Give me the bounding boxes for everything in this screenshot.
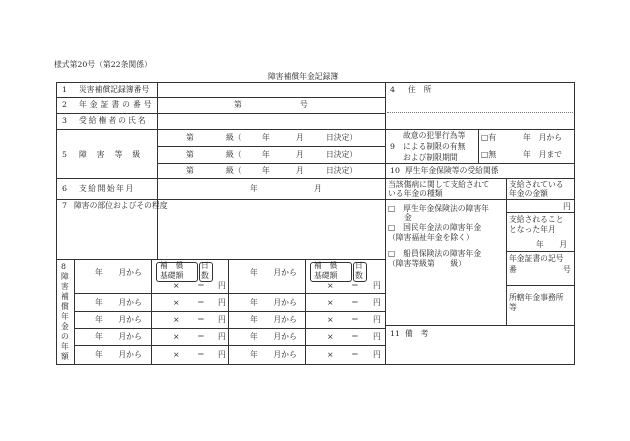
row-line (386, 325, 575, 326)
row1-label: 災害補償記録簿番号 (79, 85, 150, 94)
start-head-2: となった年月 (509, 225, 556, 234)
grade-nen: 年 (262, 150, 270, 159)
row10-label: 厚生年金保険等の受給関係 (405, 166, 499, 175)
row-line (506, 285, 575, 286)
equals-sign: ＝ (351, 332, 359, 341)
row9-to: 年 月まで (523, 150, 562, 159)
cert-go: 号 (563, 265, 571, 274)
times-sign: × (173, 315, 180, 324)
grade-tsuki: 月 (296, 166, 304, 175)
yen-unit: 円 (373, 315, 381, 324)
row-line (506, 251, 575, 252)
from-text: 年 月から (95, 350, 142, 359)
from-text: 年 月から (95, 298, 142, 307)
yen-unit: 円 (218, 281, 226, 290)
label-char: 害 (61, 282, 69, 291)
row-line (56, 199, 386, 200)
equals-sign: ＝ (351, 298, 359, 307)
pension-type-head-2: いる年金の種類 (388, 189, 443, 198)
pension-type-head-1: 当該傷病に関して支給されて (388, 180, 490, 189)
grade-kyu: 級（ (226, 133, 242, 142)
yen-unit: 円 (218, 332, 226, 341)
times-sign: × (173, 332, 180, 341)
office-head-2: 等 (509, 303, 517, 312)
equals-sign: ＝ (351, 315, 359, 324)
row9-ari[interactable]: □有 (481, 133, 497, 142)
cert-head-1: 年金証書の記号 (509, 254, 564, 263)
row9-nashi[interactable]: □無 (481, 150, 497, 159)
row6-tsuki: 月 (314, 184, 322, 193)
yen-unit: 円 (373, 350, 381, 359)
yen-unit: 円 (218, 350, 226, 359)
office-head-1: 所轄年金事務所 (509, 293, 564, 302)
row-line (386, 199, 575, 200)
address-dotted-line (387, 112, 573, 113)
label-char: 金 (61, 322, 69, 331)
frame-right (574, 82, 575, 365)
grade-kettei: 日決定） (326, 166, 358, 175)
equals-sign: ＝ (197, 332, 205, 341)
grade-kettei: 日決定） (326, 133, 358, 142)
row3-number: 3 (62, 116, 67, 125)
form-number: 様式第20号（第22条関係） (54, 60, 152, 69)
frame-bottom (56, 364, 575, 365)
times-sign: × (327, 332, 334, 341)
row-line (56, 97, 386, 98)
equals-sign: ＝ (197, 315, 205, 324)
option-kokumin-a[interactable]: □ 国民年金法の障害年金 (388, 223, 482, 232)
grade-tsuki: 月 (296, 133, 304, 142)
times-sign: × (173, 350, 180, 359)
option-kosei-b: 金 (404, 213, 412, 222)
hosho-title-2: 基礎額 (160, 271, 184, 280)
equals-sign: ＝ (351, 281, 359, 290)
label-char: 償 (61, 302, 69, 311)
start-head-1: 支給されること (509, 215, 564, 224)
amount-head-1: 支給されている (509, 180, 564, 189)
row2-dai: 第 (234, 100, 242, 109)
yen-unit: 円 (373, 281, 381, 290)
row-line (506, 212, 575, 213)
label-char: 年 (61, 342, 69, 351)
center-divider (385, 82, 386, 365)
row2-number: 2 (62, 100, 67, 109)
page-title: 障害補償年金記録簿 (268, 72, 339, 81)
from-text: 年 月から (95, 315, 142, 324)
label-char: の (61, 332, 69, 341)
grade-kyu: 級（ (226, 150, 242, 159)
grade-nen: 年 (262, 133, 270, 142)
row7-number: 7 (62, 201, 67, 210)
hosho-title-1: 補 償 (314, 261, 338, 270)
grade-kettei: 日決定） (326, 150, 358, 159)
from-text: 年 月から (95, 268, 142, 277)
row5-label: 障害等級 (79, 150, 151, 159)
label-column-divider (157, 82, 158, 260)
hosho-title-1: 補 償 (160, 261, 184, 270)
row4-label: 住 所 (408, 85, 432, 94)
from-text: 年 月から (250, 332, 297, 341)
grade-kyu: 級（ (226, 166, 242, 175)
nissu-2: 数 (201, 271, 209, 280)
frame-top (56, 82, 575, 83)
times-sign: × (327, 298, 334, 307)
row-line (157, 163, 386, 164)
row1-number: 1 (62, 85, 67, 94)
times-sign: × (173, 281, 180, 290)
col-line (305, 259, 306, 365)
option-senin-a[interactable]: □ 船員保険法の障害年金 (388, 249, 482, 258)
row2-go: 号 (300, 100, 308, 109)
row9-label-2: による制限の有無 (403, 142, 466, 151)
hosho-title-2: 基礎額 (314, 271, 338, 280)
amount-yen: 円 (563, 202, 571, 211)
label-char: 額 (61, 352, 69, 361)
row4-number: 4 (390, 85, 395, 94)
row5-number: 5 (62, 150, 67, 159)
row-line (74, 311, 386, 312)
nissu-1: 日 (201, 261, 209, 270)
row-line (74, 345, 386, 346)
label-char: 年 (61, 312, 69, 321)
from-text: 年 月から (250, 268, 297, 277)
row6-number: 6 (62, 184, 67, 193)
row6-label: 支給開始年月 (79, 184, 135, 193)
label-char: 8 (61, 262, 66, 271)
from-text: 年 月から (95, 332, 142, 341)
row9-label-1: 故意の犯罪行為等 (403, 131, 466, 140)
cert-head-2: 番 (509, 265, 517, 274)
grade-dai: 第 (186, 133, 194, 142)
amount-head-2: 年金の金額 (509, 189, 548, 198)
option-kosei-a[interactable]: □ 厚生年金保険法の障害年 (388, 204, 489, 213)
col-line (228, 259, 229, 365)
from-text: 年 月から (250, 350, 297, 359)
row10-number: 10 (390, 166, 400, 175)
row-line (56, 178, 575, 179)
row-line (74, 293, 386, 294)
row9-number: 9 (390, 142, 395, 151)
yen-unit: 円 (373, 332, 381, 341)
row-line (56, 129, 575, 130)
start-nen-tsuki: 年 月 (536, 240, 568, 249)
from-text: 年 月から (250, 315, 297, 324)
times-sign: × (327, 350, 334, 359)
col-line (478, 129, 479, 163)
row9-label-3: および制限期間 (403, 153, 458, 162)
equals-sign: ＝ (197, 350, 205, 359)
yen-unit: 円 (218, 298, 226, 307)
from-text: 年 月から (250, 298, 297, 307)
yen-unit: 円 (373, 298, 381, 307)
grade-tsuki: 月 (296, 150, 304, 159)
option-senin-b: （障害等級第 級） (388, 259, 466, 268)
yen-unit: 円 (218, 315, 226, 324)
times-sign: × (327, 315, 334, 324)
times-sign: × (173, 298, 180, 307)
equals-sign: ＝ (351, 350, 359, 359)
row3-label: 受給権者の氏名 (79, 116, 148, 125)
row11-number: 11 (390, 329, 400, 338)
row9-from: 年 月から (523, 133, 562, 142)
option-kokumin-b: （障害福祉年金を除く） (388, 233, 474, 242)
grade-nen: 年 (262, 166, 270, 175)
equals-sign: ＝ (197, 298, 205, 307)
frame-left (56, 82, 57, 365)
row6-nen: 年 (250, 184, 258, 193)
col-line (151, 259, 152, 365)
nissu-1: 日 (355, 261, 363, 270)
nissu-2: 数 (355, 271, 363, 280)
row11-label: 備 考 (405, 329, 429, 338)
times-sign: × (327, 281, 334, 290)
grade-dai: 第 (186, 166, 194, 175)
row-line (386, 163, 575, 164)
row-line (56, 259, 386, 260)
col-line (74, 259, 75, 365)
grade-dai: 第 (186, 150, 194, 159)
row-line (157, 146, 386, 147)
row-line (74, 328, 386, 329)
row-line (56, 113, 386, 114)
row2-label: 年金証書の番号 (79, 100, 155, 109)
label-char: 補 (61, 292, 69, 301)
label-char: 障 (61, 272, 69, 281)
row7-label: 障害の部位およびその程度 (74, 201, 168, 210)
equals-sign: ＝ (197, 281, 205, 290)
